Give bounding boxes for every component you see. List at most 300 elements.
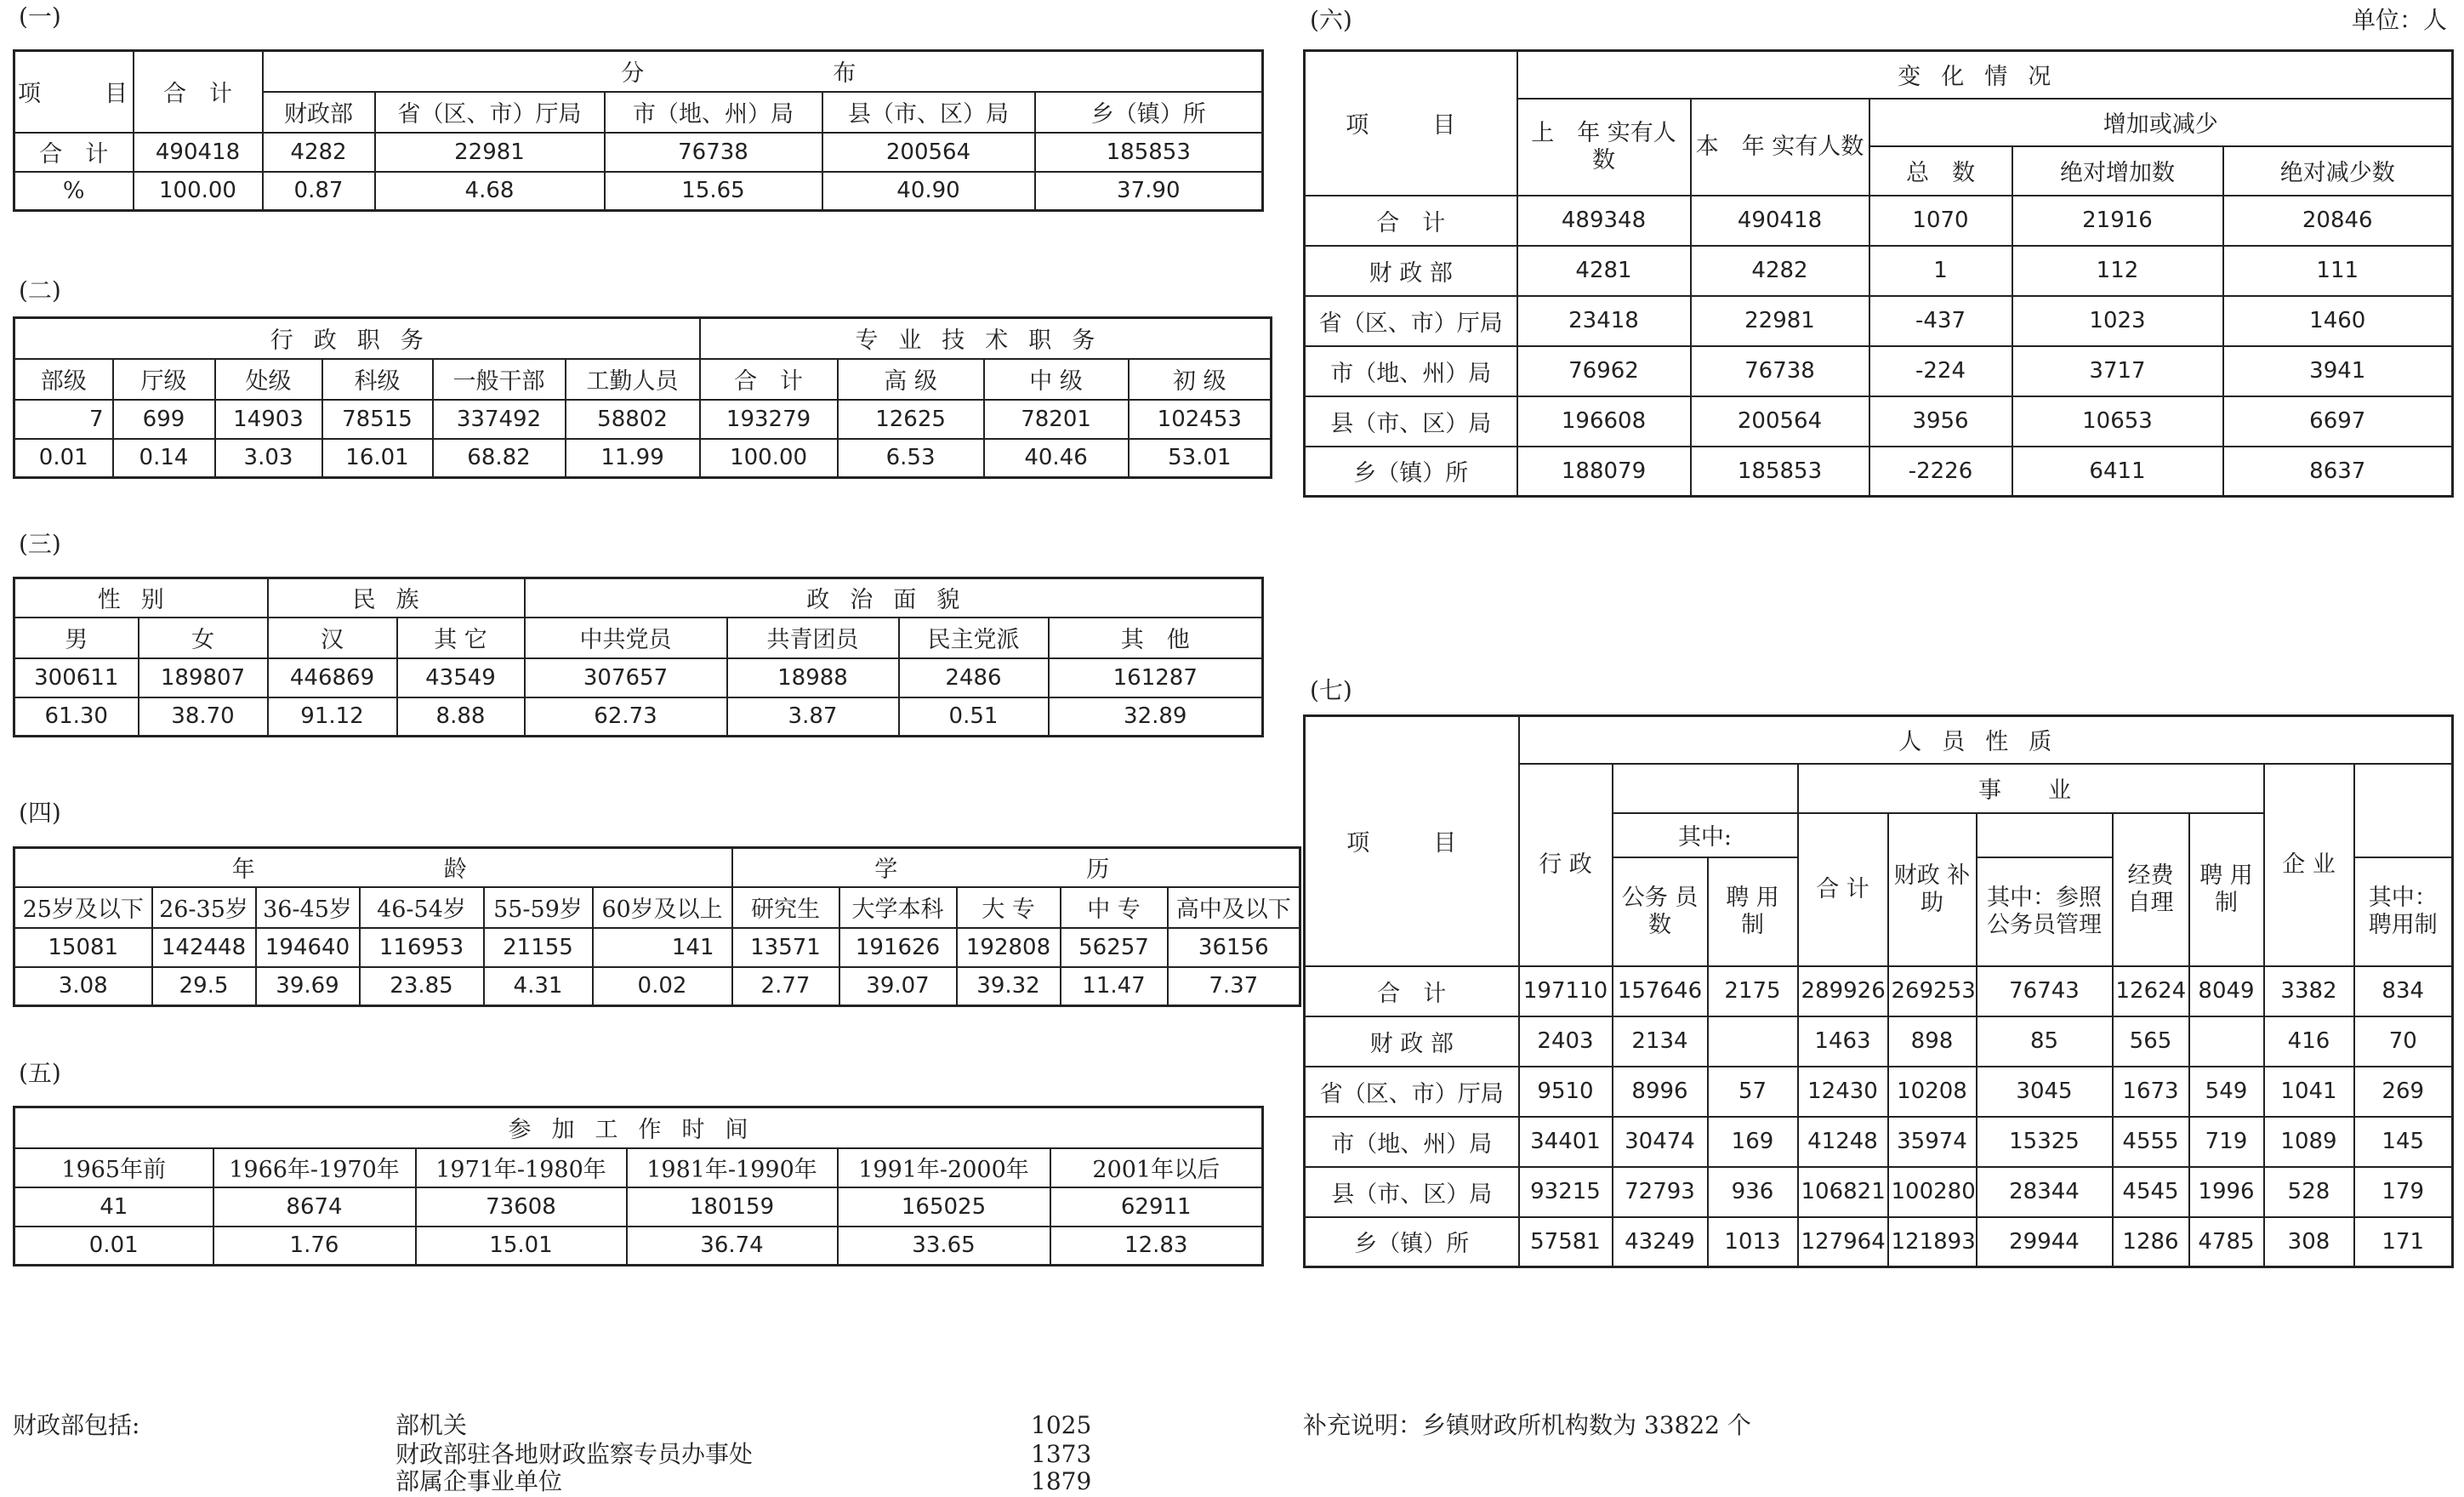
- cell: 1023: [2012, 296, 2223, 346]
- cell: 189807: [139, 658, 268, 697]
- cell: 194640: [256, 928, 360, 967]
- t2-group-tech: 专业技术职务: [700, 318, 1272, 359]
- cell: 1460: [2223, 296, 2453, 346]
- table-row: [1305, 1117, 2453, 1167]
- cell: 11.99: [566, 439, 700, 478]
- t6-change-group: 增加或减少: [1869, 99, 2453, 146]
- footer-item-value: 1025: [1031, 1411, 1092, 1439]
- table2: [13, 316, 1272, 479]
- t3-col-header: 民主党派: [899, 618, 1049, 658]
- t3-col-header: 共青团员: [727, 618, 899, 658]
- t4-group-education: 学 历: [732, 848, 1300, 887]
- cell: [2189, 1016, 2264, 1067]
- cell: 490418: [1691, 196, 1869, 246]
- cell: 85: [1977, 1016, 2113, 1067]
- cell: 78201: [984, 400, 1129, 439]
- cell: 23.85: [360, 967, 484, 1006]
- cell: 116953: [360, 928, 484, 967]
- t2-col-header: 科级: [322, 359, 433, 400]
- t7-self-funded-header: 经费 自理: [2113, 813, 2189, 966]
- t6-total-change: 总 数: [1869, 146, 2012, 196]
- row-label: 县（市、区）局: [1305, 396, 1517, 447]
- table-row: [14, 400, 1272, 439]
- t3-col-header: 汉: [268, 618, 397, 658]
- cell: 171: [2354, 1217, 2453, 1267]
- t1-col-header: 乡（镇）所: [1035, 92, 1263, 133]
- t7-group-header: 人员性质: [1519, 716, 2453, 764]
- table-row: [14, 928, 1300, 967]
- t7-civil-servants-header: 公务 员数: [1613, 857, 1708, 966]
- cell: 185853: [1691, 447, 1869, 497]
- t5-col-header: 1981年-1990年: [627, 1148, 838, 1187]
- table3: [13, 577, 1264, 737]
- t2-col-header: 处级: [215, 359, 322, 400]
- t7-enterprise-header: 企 业: [2264, 764, 2354, 966]
- cell: 1013: [1708, 1217, 1798, 1267]
- cell: 142448: [152, 928, 256, 967]
- cell: 898: [1888, 1016, 1977, 1067]
- t5-col-header: 1971年-1980年: [416, 1148, 627, 1187]
- t1-group-header: 分 布: [263, 51, 1263, 92]
- t4-col-header: 研究生: [732, 887, 839, 928]
- cell: 111: [2223, 246, 2453, 296]
- cell: 8637: [2223, 447, 2453, 497]
- cell: 6411: [2012, 447, 2223, 497]
- cell: 489348: [1517, 196, 1691, 246]
- table-row: [1305, 246, 2453, 296]
- cell: 10653: [2012, 396, 2223, 447]
- footer-note: 补充说明：乡镇财政所机构数为 33822 个: [1303, 1411, 1751, 1439]
- cell: 56257: [1061, 928, 1168, 967]
- cell: 112: [2012, 246, 2223, 296]
- cell: 38.70: [139, 697, 268, 737]
- table-row: [1305, 396, 2453, 447]
- cell: 549: [2189, 1067, 2264, 1117]
- cell: 416: [2264, 1016, 2354, 1067]
- t4-col-header: 中 专: [1061, 887, 1168, 928]
- row-label: 财 政 部: [1305, 1016, 1519, 1067]
- row-label: 合 计: [14, 133, 134, 172]
- t2-col-header: 中 级: [984, 359, 1129, 400]
- cell: 8674: [213, 1187, 416, 1227]
- table-row: [14, 172, 1263, 211]
- cell: 35974: [1888, 1117, 1977, 1167]
- cell: 446869: [268, 658, 397, 697]
- cell: 1: [1869, 246, 2012, 296]
- t7-contract-header: 聘 用 制: [1708, 857, 1798, 966]
- cell: 32.89: [1049, 697, 1263, 737]
- cell: 29.5: [152, 967, 256, 1006]
- cell: 76738: [1691, 346, 1869, 396]
- cell: 29944: [1977, 1217, 2113, 1267]
- cell: 1041: [2264, 1067, 2354, 1117]
- t6-curr-header: 本 年 实有人数: [1691, 99, 1869, 196]
- footer-item-name: 部属企事业单位: [395, 1467, 563, 1495]
- cell: 3045: [1977, 1067, 2113, 1117]
- table-row: [1305, 1167, 2453, 1217]
- cell: 70: [2354, 1016, 2453, 1067]
- cell: 76743: [1977, 966, 2113, 1016]
- cell: 106821: [1798, 1167, 1888, 1217]
- cell: 93215: [1519, 1167, 1613, 1217]
- table7-label: (七): [1310, 676, 1352, 704]
- t7-institution-header: 事 业: [1798, 764, 2264, 813]
- cell: 0.87: [263, 172, 375, 211]
- cell: 7.37: [1168, 967, 1300, 1006]
- cell: 100280: [1888, 1167, 1977, 1217]
- cell: 3717: [2012, 346, 2223, 396]
- cell: 12625: [838, 400, 984, 439]
- t7-spacer: [1613, 764, 1798, 813]
- t3-group-ethnicity: 民族: [268, 578, 525, 618]
- table-row: [14, 133, 1263, 172]
- cell: 2403: [1519, 1016, 1613, 1067]
- t5-col-header: 1966年-1970年: [213, 1148, 416, 1187]
- table4-label: (四): [19, 799, 61, 827]
- cell: 57581: [1519, 1217, 1613, 1267]
- t2-col-header: 部级: [14, 359, 113, 400]
- t2-col-header: 一般干部: [433, 359, 566, 400]
- cell: 4.31: [484, 967, 593, 1006]
- cell: 10208: [1888, 1067, 1977, 1117]
- cell: 8996: [1613, 1067, 1708, 1117]
- cell: 179: [2354, 1167, 2453, 1217]
- cell: 699: [113, 400, 215, 439]
- t3-col-header: 男: [14, 618, 139, 658]
- cell: 4282: [1691, 246, 1869, 296]
- cell: 936: [1708, 1167, 1798, 1217]
- t4-col-header: 46-54岁: [360, 887, 484, 928]
- cell: 43549: [397, 658, 525, 697]
- table-row: [1305, 1067, 2453, 1117]
- table1: [13, 49, 1264, 212]
- row-label: 乡（镇）所: [1305, 447, 1517, 497]
- cell: 21155: [484, 928, 593, 967]
- footer-ministry-label: 财政部包括:: [13, 1411, 140, 1439]
- cell: 161287: [1049, 658, 1263, 697]
- cell: -224: [1869, 346, 2012, 396]
- cell: 62911: [1050, 1187, 1263, 1227]
- cell: 58802: [566, 400, 700, 439]
- t6-group-header: 变化情况: [1517, 51, 2453, 99]
- t2-col-header: 高 级: [838, 359, 984, 400]
- row-label: 市（地、州）局: [1305, 346, 1517, 396]
- t7-fiscal-subsidy-header: 财政 补助: [1888, 813, 1977, 966]
- t6-abs-dec: 绝对减少数: [2223, 146, 2453, 196]
- cell: 269: [2354, 1067, 2453, 1117]
- t1-col-header: 县（市、区）局: [822, 92, 1035, 133]
- cell: 3.03: [215, 439, 322, 478]
- t2-col-header: 初 级: [1129, 359, 1272, 400]
- cell: 0.01: [14, 1227, 213, 1266]
- cell: 2134: [1613, 1016, 1708, 1067]
- t4-group-age: 年 龄: [14, 848, 732, 887]
- table-row: [14, 658, 1263, 697]
- t1-col-header: 财政部: [263, 92, 375, 133]
- table6: [1303, 49, 2454, 498]
- t4-col-header: 大 专: [957, 887, 1061, 928]
- cell: 20846: [2223, 196, 2453, 246]
- t2-col-header: 合 计: [700, 359, 838, 400]
- t5-col-header: 1991年-2000年: [838, 1148, 1050, 1187]
- cell: -437: [1869, 296, 2012, 346]
- cell: 7: [14, 400, 113, 439]
- table6-label: (六): [1310, 6, 1352, 34]
- cell: 36.74: [627, 1227, 838, 1266]
- cell: 30474: [1613, 1117, 1708, 1167]
- cell: 76738: [605, 133, 822, 172]
- cell: 61.30: [14, 697, 139, 737]
- table-row: [1305, 1217, 2453, 1267]
- t4-col-header: 大学本科: [839, 887, 957, 928]
- cell: 28344: [1977, 1167, 2113, 1217]
- t5-col-header: 1965年前: [14, 1148, 213, 1187]
- cell: 40.46: [984, 439, 1129, 478]
- cell: 21916: [2012, 196, 2223, 246]
- cell: 4785: [2189, 1217, 2264, 1267]
- cell: 200564: [1691, 396, 1869, 447]
- t3-group-political: 政治面貌: [525, 578, 1263, 618]
- t5-group-header: 参加工作时间: [14, 1107, 1263, 1148]
- t7-inst-total-header: 合 计: [1798, 813, 1888, 966]
- cell: 78515: [322, 400, 433, 439]
- cell: 13571: [732, 928, 839, 967]
- cell: 169: [1708, 1117, 1798, 1167]
- cell: 3.87: [727, 697, 899, 737]
- cell: 6.53: [838, 439, 984, 478]
- t4-col-header: 高中及以下: [1168, 887, 1300, 928]
- cell: 4.68: [375, 172, 605, 211]
- cell: 490418: [134, 133, 263, 172]
- cell: 100.00: [700, 439, 838, 478]
- t7-ref-civil-header: 其中：参照 公务员管理: [1977, 857, 2113, 966]
- cell: 102453: [1129, 400, 1272, 439]
- t6-prev-header: 上 年 实有人数: [1517, 99, 1691, 196]
- cell: 193279: [700, 400, 838, 439]
- cell: 1463: [1798, 1016, 1888, 1067]
- cell: 72793: [1613, 1167, 1708, 1217]
- t3-col-header: 女: [139, 618, 268, 658]
- row-label: 县（市、区）局: [1305, 1167, 1519, 1217]
- row-label: 省（区、市）厅局: [1305, 1067, 1519, 1117]
- cell: 165025: [838, 1187, 1050, 1227]
- table4: [13, 846, 1301, 1007]
- table-row: [14, 1187, 1263, 1227]
- row-label: 合 计: [1305, 966, 1519, 1016]
- cell: 22981: [375, 133, 605, 172]
- cell: 100.00: [134, 172, 263, 211]
- t7-inst-contract-header: 聘 用 制: [2189, 813, 2264, 966]
- cell: 307657: [525, 658, 727, 697]
- cell: 1286: [2113, 1217, 2189, 1267]
- row-label: 乡（镇）所: [1305, 1217, 1519, 1267]
- table-row: [1305, 1016, 2453, 1067]
- cell: 9510: [1519, 1067, 1613, 1117]
- row-label: 市（地、州）局: [1305, 1117, 1519, 1167]
- table-row: [1305, 196, 2453, 246]
- cell: 141: [593, 928, 732, 967]
- t4-col-header: 26-35岁: [152, 887, 256, 928]
- cell: 0.51: [899, 697, 1049, 737]
- cell: 12624: [2113, 966, 2189, 1016]
- cell: 15081: [14, 928, 152, 967]
- cell: 37.90: [1035, 172, 1263, 211]
- table1-label: (一): [19, 3, 61, 31]
- footer-item-name: 部机关: [395, 1411, 468, 1439]
- cell: 1.76: [213, 1227, 416, 1266]
- t7-item-header: 项 目: [1305, 716, 1519, 966]
- cell: 337492: [433, 400, 566, 439]
- cell: 2175: [1708, 966, 1798, 1016]
- cell: 6697: [2223, 396, 2453, 447]
- row-label: %: [14, 172, 134, 211]
- cell: 11.47: [1061, 967, 1168, 1006]
- cell: 15.65: [605, 172, 822, 211]
- cell: 1089: [2264, 1117, 2354, 1167]
- t4-col-header: 55-59岁: [484, 887, 593, 928]
- table-row: [1305, 447, 2453, 497]
- t4-col-header: 36-45岁: [256, 887, 360, 928]
- cell: 22981: [1691, 296, 1869, 346]
- table-row: [1305, 346, 2453, 396]
- cell: 76962: [1517, 346, 1691, 396]
- t2-col-header: 工勤人员: [566, 359, 700, 400]
- cell: 1070: [1869, 196, 2012, 246]
- cell: 41248: [1798, 1117, 1888, 1167]
- cell: 1673: [2113, 1067, 2189, 1117]
- table-row: [1305, 296, 2453, 346]
- cell: 3941: [2223, 346, 2453, 396]
- cell: 157646: [1613, 966, 1708, 1016]
- table-row: [14, 697, 1263, 737]
- footer-item-value: 1879: [1031, 1467, 1092, 1495]
- cell: 308: [2264, 1217, 2354, 1267]
- cell: 41: [14, 1187, 213, 1227]
- cell: 62.73: [525, 697, 727, 737]
- t7-spacer: [1977, 813, 2113, 857]
- t2-col-header: 厅级: [113, 359, 215, 400]
- cell: 15.01: [416, 1227, 627, 1266]
- t1-total-header: 合 计: [134, 51, 263, 133]
- cell: 8049: [2189, 966, 2264, 1016]
- t1-item-header: 项 目: [14, 51, 134, 133]
- cell: 4282: [263, 133, 375, 172]
- cell: 18988: [727, 658, 899, 697]
- t3-group-gender: 性别: [14, 578, 268, 618]
- cell: 289926: [1798, 966, 1888, 1016]
- cell: 300611: [14, 658, 139, 697]
- cell: 834: [2354, 966, 2453, 1016]
- cell: [1708, 1016, 1798, 1067]
- cell: 91.12: [268, 697, 397, 737]
- table-row: [1305, 966, 2453, 1016]
- cell: 73608: [416, 1187, 627, 1227]
- cell: 39.69: [256, 967, 360, 1006]
- cell: 12.83: [1050, 1227, 1263, 1266]
- cell: 145: [2354, 1117, 2453, 1167]
- cell: 34401: [1519, 1117, 1613, 1167]
- cell: 2.77: [732, 967, 839, 1006]
- t3-col-header: 其 它: [397, 618, 525, 658]
- cell: 3956: [1869, 396, 2012, 447]
- cell: 2486: [899, 658, 1049, 697]
- t7-of-which-header: 其中:: [1613, 813, 1798, 857]
- table5: [13, 1106, 1264, 1266]
- cell: 3382: [2264, 966, 2354, 1016]
- t6-item-header: 项 目: [1305, 51, 1517, 196]
- cell: 12430: [1798, 1067, 1888, 1117]
- cell: 3.08: [14, 967, 152, 1006]
- t5-col-header: 2001年以后: [1050, 1148, 1263, 1187]
- cell: 33.65: [838, 1227, 1050, 1266]
- cell: 200564: [822, 133, 1035, 172]
- cell: 185853: [1035, 133, 1263, 172]
- t4-col-header: 60岁及以上: [593, 887, 732, 928]
- table-row: [14, 439, 1272, 478]
- cell: 121893: [1888, 1217, 1977, 1267]
- cell: 528: [2264, 1167, 2354, 1217]
- cell: 16.01: [322, 439, 433, 478]
- cell: 36156: [1168, 928, 1300, 967]
- cell: 127964: [1798, 1217, 1888, 1267]
- table-row: [14, 1227, 1263, 1266]
- cell: 0.01: [14, 439, 113, 478]
- unit-label: 单位：人: [2352, 6, 2448, 34]
- table7: [1303, 714, 2454, 1268]
- cell: 0.02: [593, 967, 732, 1006]
- footer-item-name: 财政部驻各地财政监察专员办事处: [395, 1440, 754, 1468]
- cell: 1996: [2189, 1167, 2264, 1217]
- footer-item-value: 1373: [1031, 1440, 1092, 1468]
- cell: 197110: [1519, 966, 1613, 1016]
- t4-col-header: 25岁及以下: [14, 887, 152, 928]
- cell: 8.88: [397, 697, 525, 737]
- cell: 15325: [1977, 1117, 2113, 1167]
- cell: 40.90: [822, 172, 1035, 211]
- table-row: [14, 967, 1300, 1006]
- t7-spacer: [2354, 764, 2453, 857]
- t1-col-header: 市（地、州）局: [605, 92, 822, 133]
- cell: -2226: [1869, 447, 2012, 497]
- t7-ent-contract-header: 其中： 聘用制: [2354, 857, 2453, 966]
- cell: 43249: [1613, 1217, 1708, 1267]
- cell: 57: [1708, 1067, 1798, 1117]
- cell: 23418: [1517, 296, 1691, 346]
- table2-label: (二): [19, 276, 61, 305]
- cell: 53.01: [1129, 439, 1272, 478]
- cell: 39.07: [839, 967, 957, 1006]
- t7-admin-header: 行 政: [1519, 764, 1613, 966]
- cell: 14903: [215, 400, 322, 439]
- cell: 196608: [1517, 396, 1691, 447]
- cell: 68.82: [433, 439, 566, 478]
- cell: 39.32: [957, 967, 1061, 1006]
- cell: 192808: [957, 928, 1061, 967]
- cell: 4545: [2113, 1167, 2189, 1217]
- t1-col-header: 省（区、市）厅局: [375, 92, 605, 133]
- row-label: 合 计: [1305, 196, 1517, 246]
- cell: 269253: [1888, 966, 1977, 1016]
- cell: 0.14: [113, 439, 215, 478]
- t2-group-admin: 行政职务: [14, 318, 700, 359]
- t3-col-header: 其 他: [1049, 618, 1263, 658]
- table3-label: (三): [19, 530, 61, 558]
- cell: 4281: [1517, 246, 1691, 296]
- cell: 180159: [627, 1187, 838, 1227]
- cell: 191626: [839, 928, 957, 967]
- cell: 4555: [2113, 1117, 2189, 1167]
- cell: 188079: [1517, 447, 1691, 497]
